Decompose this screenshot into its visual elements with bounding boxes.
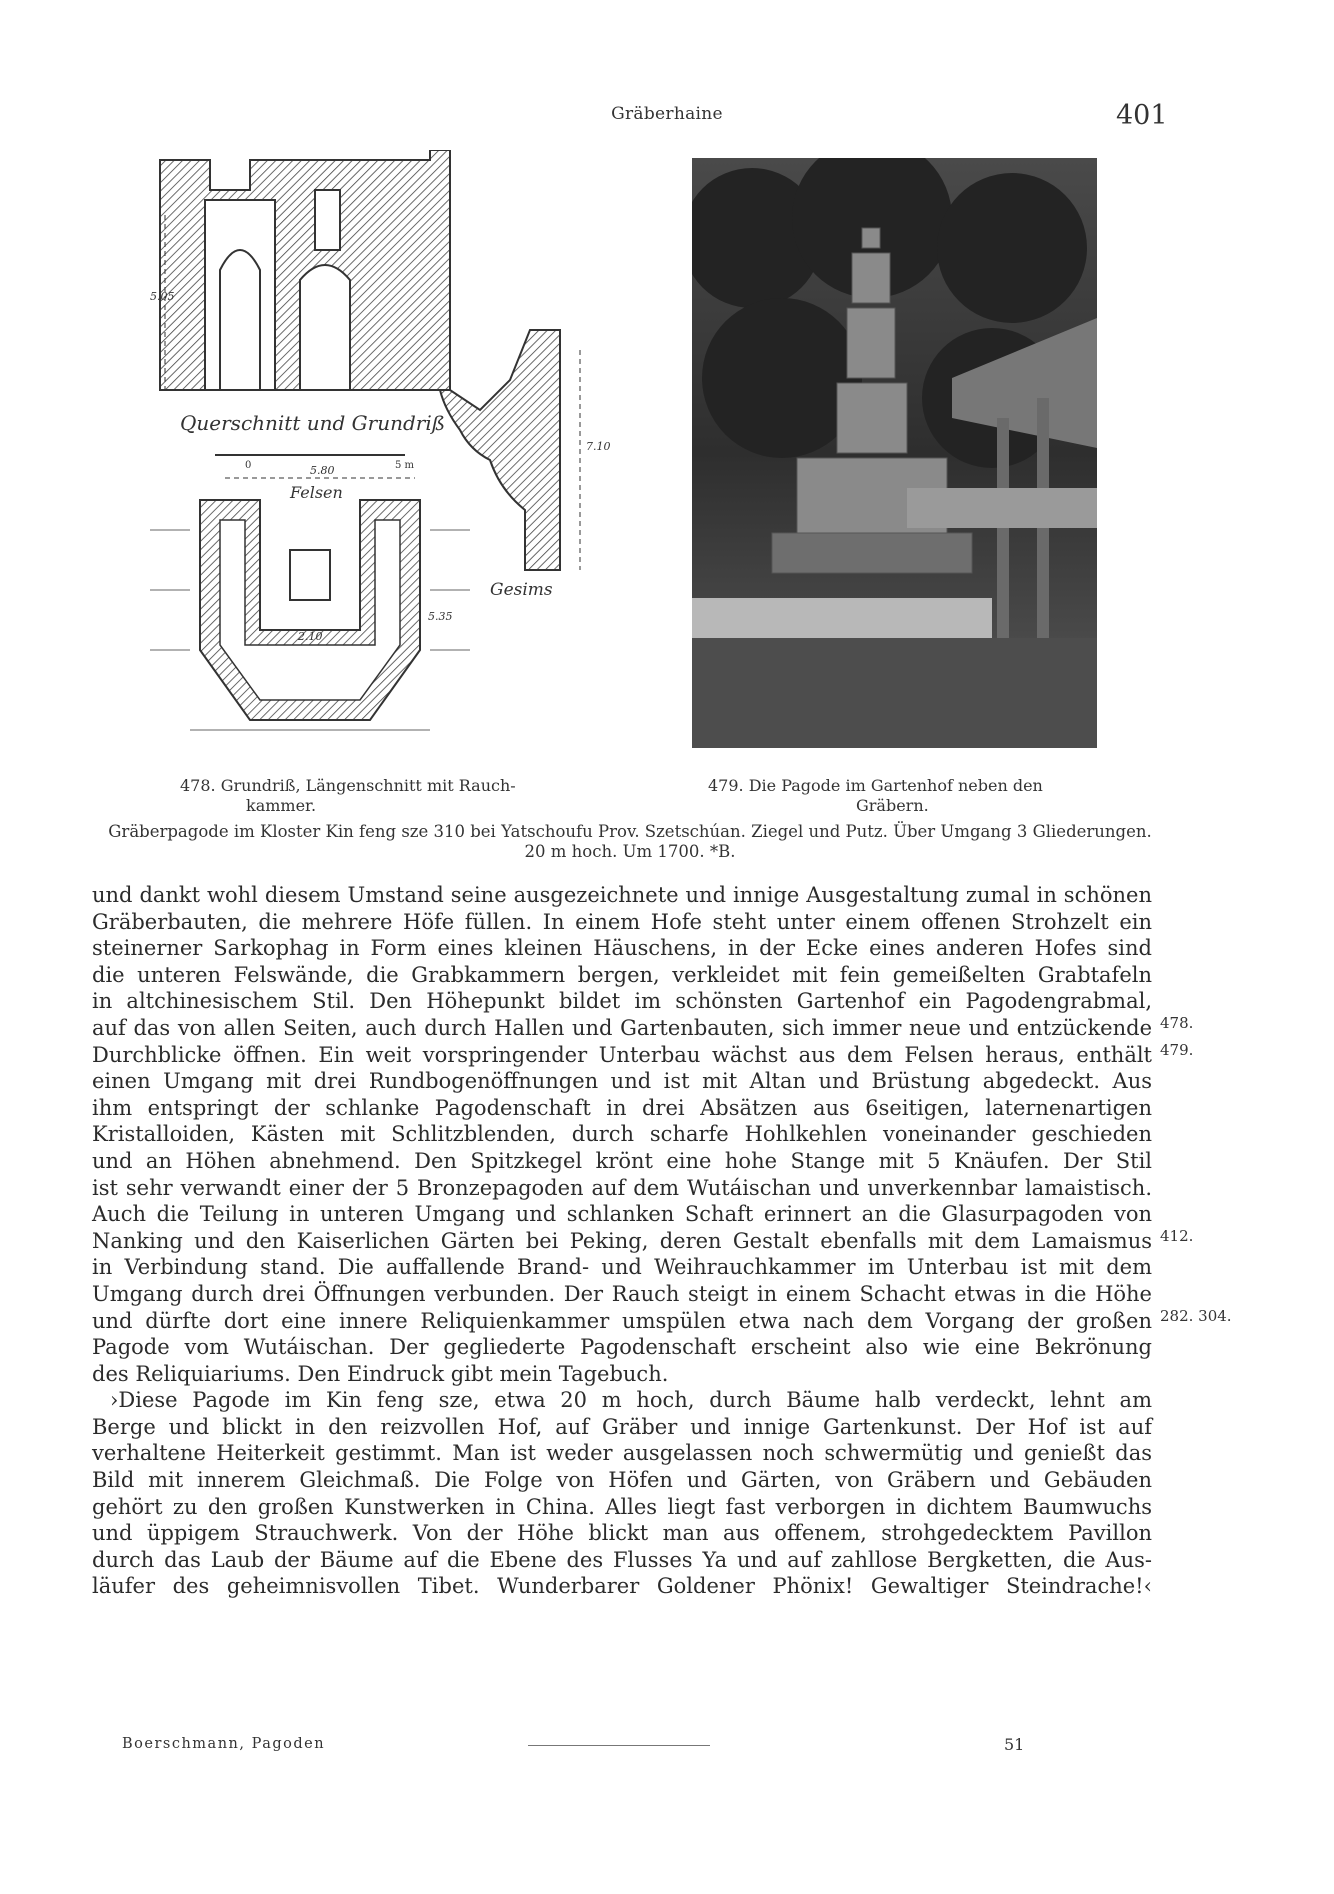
scale-bar [215, 455, 415, 502]
body-line: gehört zu den großen Kunstwerken in China. Alles liegt fast verborgen in dichtem Baumwuchs [92, 1494, 1152, 1519]
felsen-label: Felsen [290, 483, 343, 502]
body-line: ihm entspringt der schlanke Pagodenschaft in drei Absätzen aus 6seitigen, laternenartigen [92, 1095, 1152, 1120]
body-line: Auch die Teilung in unteren Umgang und schlanken Schaft erinnert an die Glasurpagoden von [92, 1202, 1152, 1227]
figure-479-caption: 479. Die Pagode im Gartenhof neben den Gräbern. [708, 776, 1043, 815]
body-line: auf das von allen Seiten, auch durch Hallen und Gartenbauten, sich immer neue und entzückende [92, 1015, 1152, 1040]
body-line: einen Umgang mit drei Rundbogenöffnungen und ist mit Altan und Brüstung abgedeckt. Aus [92, 1069, 1152, 1094]
plan-drawing [150, 500, 470, 730]
margin-ref-479: 479. [1160, 1041, 1194, 1059]
section-drawing [150, 150, 450, 390]
section-title: Querschnitt und Grundriß [180, 411, 446, 435]
body-line: Bild mit innerem Gleichmaß. Die Folge von Höfen und Gärten, von Gräbern und Gebäuden [92, 1468, 1152, 1493]
footer-signature: 51 [1004, 1735, 1025, 1754]
dim-210: 2.10 [298, 630, 323, 643]
figure-479-photo [692, 158, 1097, 748]
margin-ref-282-304: 282. 304. [1160, 1307, 1232, 1325]
body-text [92, 882, 1152, 1600]
body-line: Berge und blickt in den reizvollen Hof, auf Gräber und innige Gartenkunst. Der Hof ist auf [92, 1414, 1152, 1439]
body-line: Pagode vom Wutáischan. Der gegliederte Pagodenschaft erscheint also wie eine Bekrönung [92, 1335, 1152, 1360]
body-line: durch das Laub der Bäume auf die Ebene des Flusses Ya und auf zahllose Bergketten, die Aus- [92, 1547, 1152, 1572]
body-line: Gräberbauten, die mehrere Höfe füllen. In einem Hofe steht unter einem offenen Strohzelt ein [92, 909, 1152, 934]
body-line: steinerner Sarkophag in Form eines kleinen Häuschens, in der Ecke eines anderen Hofes sind [92, 936, 1152, 961]
body-line: verhaltene Heiterkeit gestimmt. Man ist weder ausgelassen noch schwermütig und genießt das [92, 1441, 1152, 1466]
footer-rule [528, 1745, 710, 1746]
cornice-drawing [440, 330, 610, 600]
figure-478-caption: 478. Grundriß, Längenschnitt mit Rauch- kammer. [180, 776, 516, 815]
body-line: Nanking und den Kaiserlichen Gärten bei Peking, deren Gestalt ebenfalls mit dem Lamaismus [92, 1228, 1152, 1253]
page-number: 401 [1116, 100, 1168, 131]
body-line: Umgang durch drei Öffnungen verbunden. Der Rauch steigt in einem Schacht etwas in die Höhe [92, 1281, 1152, 1306]
gesims-label: Gesims [490, 580, 553, 600]
body-line: und üppigem Strauchwerk. Von der Höhe blickt man aus offenem, strohgedecktem Pavillon [92, 1521, 1152, 1546]
body-line: und dankt wohl diesem Umstand seine ausgezeichnete und innige Ausgestaltung zumal in schönen [92, 883, 1152, 907]
margin-ref-412: 412. [1160, 1227, 1194, 1245]
running-head: Gräberhaine [611, 104, 723, 124]
dim-535: 5.35 [428, 610, 453, 623]
figure-478-drawing [150, 150, 610, 750]
body-line: in altchinesischem Stil. Den Höhepunkt bildet im schönsten Gartenhof ein Pagodengrabmal, [92, 989, 1152, 1014]
body-line: Durchblicke öffnen. Ein weit vorspringender Unterbau wächst aus dem Felsen heraus, enthält [92, 1042, 1152, 1067]
body-line: ist sehr verwandt einer der 5 Bronzepagoden auf dem Wutáischan und unverkennbar lamaistisch. [92, 1175, 1152, 1200]
footer-author: Boerschmann, Pagoden [122, 1736, 326, 1752]
body-line: die unteren Felswände, die Grabkammern bergen, verkleidet mit fein gemeißelten Grabtafeln [92, 962, 1152, 987]
dim-580: 5.80 [310, 464, 335, 477]
body-line: und dürfte dort eine innere Reliquienkammer umspülen etwa nach dem Vorgang der großen [92, 1308, 1152, 1333]
body-line: des Reliquiariums. Den Eindruck gibt mein Tagebuch. [92, 1361, 669, 1386]
dim-505: 5.05 [150, 290, 175, 303]
figure-main-caption: Gräberpagode im Kloster Kin feng sze 310 bei Yatschoufu Prov. Szetschúan. Ziegel und Putz. Über Umgang 3 Gliederungen. 20 m hoch. Um 1700. *B. [108, 822, 1152, 861]
body-line: läufer des geheimnisvollen Tibet. Wunderbarer Goldener Phönix! Gewaltiger Steindrache!‹ [92, 1574, 1152, 1599]
svg-text:5 m: 5 m [395, 460, 415, 471]
body-line: Kristalloiden, Kästen mit Schlitzblenden, durch scharfe Hohlkehlen voneinander geschieden [92, 1122, 1152, 1147]
margin-ref-478: 478. [1160, 1014, 1194, 1032]
body-line: ›Diese Pagode im Kin feng sze, etwa 20 m hoch, durch Bäume halb verdeckt, lehnt am [110, 1388, 1152, 1413]
dim-710: 7.10 [586, 440, 610, 453]
svg-text:0: 0 [245, 460, 252, 471]
body-line: und an Höhen abnehmend. Den Spitzkegel krönt eine hohe Stange mit 5 Knäufen. Der Stil [92, 1148, 1152, 1173]
body-line: in Verbindung stand. Die auffallende Brand- und Weihrauchkammer im Unterbau ist mit dem [92, 1255, 1152, 1280]
